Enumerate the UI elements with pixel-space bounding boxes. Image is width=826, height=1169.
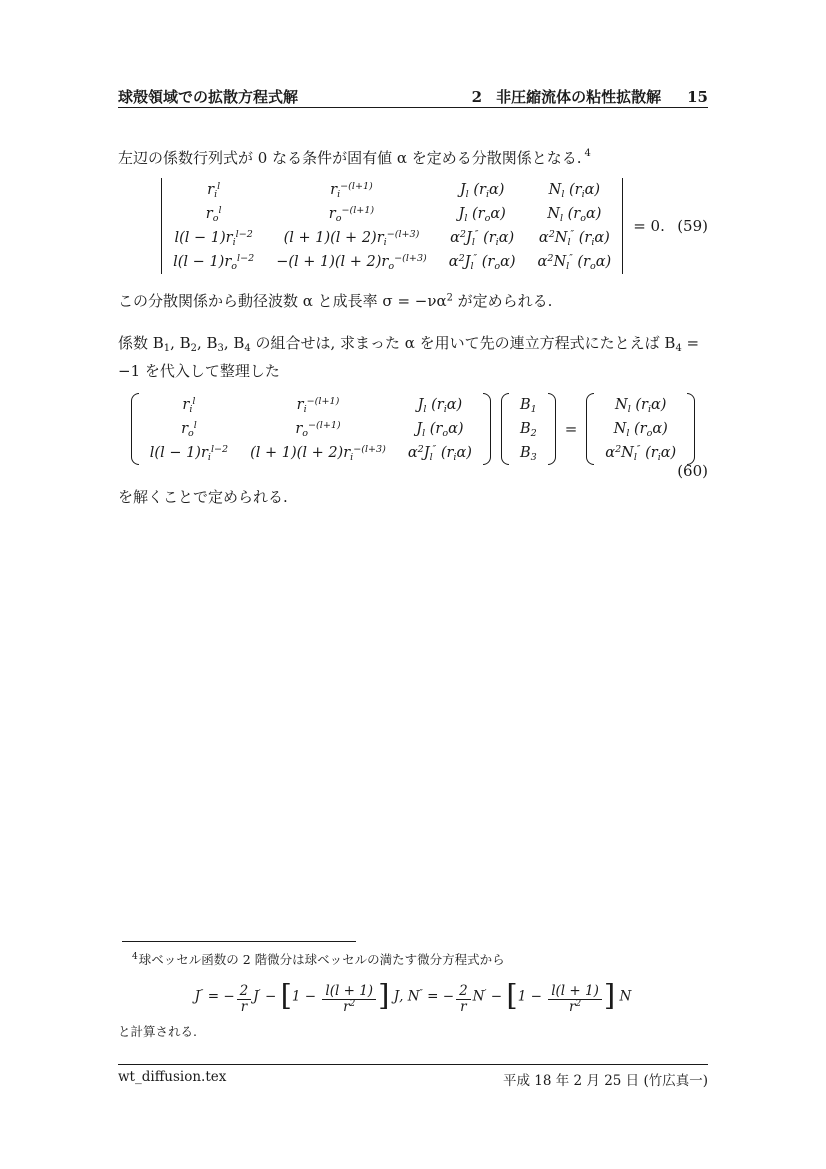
header-right: [472, 86, 708, 107]
footer-date: 平成 18 年 2 月 25 日 (竹広真一): [502, 1073, 708, 1089]
unknown-vector: [501, 393, 556, 465]
matrix-cell: $\alpha^2J_l''$ $(r_i\alpha)$: [450, 228, 515, 248]
footnote-equation: [118, 974, 708, 1020]
paragraph-dispersion-condition: [118, 140, 708, 172]
left-paren: [586, 393, 594, 465]
vector-cell: $B_3$: [519, 445, 537, 463]
footnote-text: 球ベッセル函数の 2 階微分は球ベッセルの満たす微分方程式から: [138, 952, 505, 967]
paragraph-text: この分散関係から動径波数 α と成長率 $\sigma = -\nu\alpha^2$ が定められる.: [118, 292, 553, 310]
matrix-cell: $r_o^l$: [205, 204, 222, 224]
vector-cell: $B_2$: [519, 421, 537, 439]
right-paren: [687, 393, 695, 465]
matrix-cell: $\alpha^2N_l''$ $(r_o\alpha)$: [537, 252, 612, 272]
section-title: 非圧縮流体の粘性拡散解: [496, 88, 662, 106]
footer-rule: [118, 1064, 708, 1065]
matrix-cell: $J_l$ $(r_i\alpha)$: [417, 397, 463, 415]
matrix-cell: $l(l - 1)r_i^{l-2}$: [174, 228, 253, 248]
page-header: [118, 86, 708, 107]
vector-cell: $\alpha^2N_l''$ $(r_i\alpha)$: [605, 443, 677, 463]
vector-cell: $B_1$: [519, 397, 537, 415]
equation-59: [118, 176, 708, 276]
equals-sign: =: [564, 420, 578, 438]
matrix-cell: $-(l + 1)(l + 2)r_o^{-(l+3)}$: [276, 252, 427, 272]
matrix-cell: $J_l$ $(r_i\alpha)$: [459, 182, 505, 200]
matrix-cell: $r_o^{-(l+1)}$: [328, 204, 375, 224]
matrix-cell: $\alpha^2N_l''$ $(r_i\alpha)$: [538, 228, 610, 248]
equation-number-60: (60): [677, 462, 708, 480]
footnote: [118, 946, 708, 971]
coefficient-matrix: [131, 393, 491, 465]
vector-cell: $N_l$ $(r_o\alpha)$: [613, 421, 668, 439]
paragraph-solve: [118, 483, 708, 511]
matrix-cell: $r_o^{-(l+1)}$: [295, 419, 341, 439]
paragraph-growth-rate: [118, 287, 708, 315]
matrix-cell: $J_l$ $(r_o\alpha)$: [416, 421, 464, 439]
running-title: 球殻領域での拡散方程式解: [118, 88, 299, 106]
page-number: 15: [687, 88, 708, 106]
footnote-closing-label: と計算される.: [118, 1024, 197, 1039]
matrix-cell: $N_l$ $(r_i\alpha)$: [548, 182, 601, 200]
section-number: 2: [471, 88, 483, 106]
paragraph-text: 係数 $B_1$, $B_2$, $B_3$, $B_4$ の組合せは, 求まった α を用いて先の連立方程式にたとえば $B_4 = -1$ を代入して整理した: [118, 334, 700, 380]
equation-rhs: = 0.: [633, 217, 665, 235]
footnote-rule: [122, 941, 356, 942]
footnote-reference: 4: [584, 148, 591, 159]
footnote-formula: J″ = − $\frac{2}{r}$ J′ − [1 − $\frac{l(l + 1)}{r^2}$ ] J, N″ = − $\frac{2}{r}$ N′ − [1 − $\frac{l(l + 1)}{r^2}$ ] N: [194, 978, 632, 1016]
matrix-cell: $(l + 1)(l + 2)r_i^{-(l+3)}$: [283, 228, 420, 248]
matrix-cell: $\alpha^2J_l''$ $(r_i\alpha)$: [407, 443, 472, 463]
matrix-cell: $(l + 1)(l + 2)r_i^{-(l+3)}$: [250, 443, 386, 463]
left-paren: [501, 393, 509, 465]
rhs-vector: [586, 393, 695, 465]
matrix-cell: $\alpha^2J_l''$ $(r_o\alpha)$: [448, 252, 516, 272]
paragraph-text: 左辺の係数行列式が 0 なる条件が固有値 α を定める分散関係となる.: [118, 149, 582, 167]
right-paren: [548, 393, 556, 465]
matrix-cell: $r_i^l$: [207, 180, 221, 200]
matrix-cell: $J_l$ $(r_o\alpha)$: [458, 206, 506, 224]
left-paren: [131, 393, 139, 465]
matrix-cell: $l(l - 1)r_i^{l-2}$: [149, 443, 229, 463]
matrix-cell: $r_i^{-(l+1)}$: [296, 395, 340, 415]
paragraph-coefficients: [118, 329, 708, 385]
header-rule: [118, 107, 708, 108]
right-paren: [483, 393, 491, 465]
determinant-matrix: [161, 178, 623, 274]
footer-filename: wt_diffusion.tex: [118, 1069, 227, 1085]
matrix-cell: $r_i^{-(l+1)}$: [330, 180, 373, 200]
footnote-closing-text: [118, 1022, 708, 1040]
matrix-cell: $r_i^l$: [182, 395, 196, 415]
matrix-cell: $N_l$ $(r_o\alpha)$: [547, 206, 602, 224]
vector-cell: $N_l$ $(r_i\alpha)$: [615, 397, 667, 415]
page-footer: [118, 1069, 708, 1089]
footnote-marker: 4: [132, 952, 138, 962]
matrix-cell: $r_o^l$: [181, 419, 197, 439]
equation-60: [118, 388, 708, 480]
paragraph-text: を解くことで定められる.: [118, 488, 288, 506]
equation-number-59: (59): [677, 217, 708, 235]
matrix-cell: $l(l - 1)r_o^{l-2}$: [173, 252, 255, 272]
